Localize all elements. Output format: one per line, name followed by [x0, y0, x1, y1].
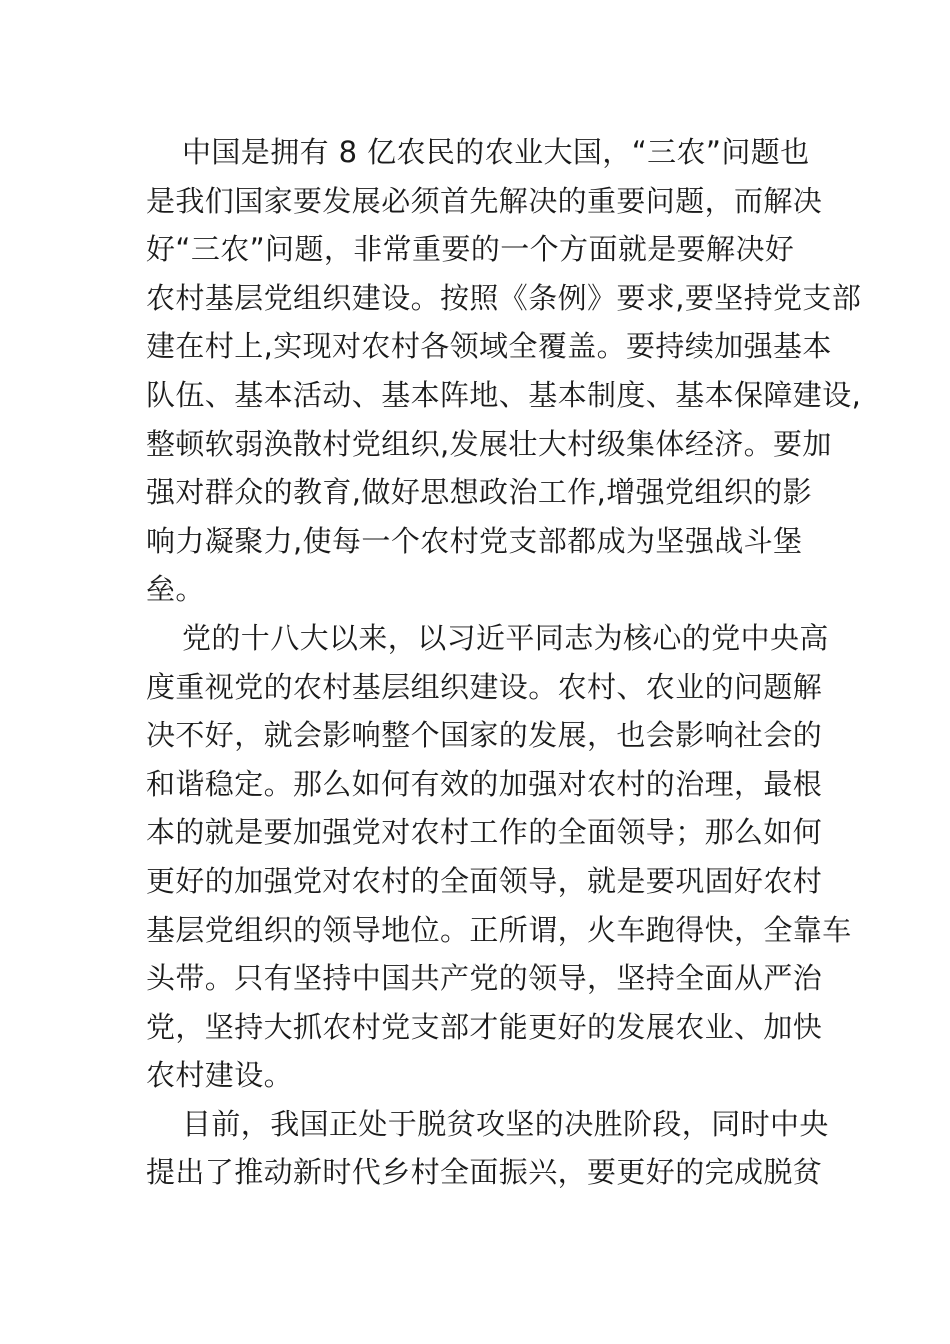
text-line: 农村基层党组织建设。按照《条例》要求,要坚持党支部	[146, 280, 862, 315]
text-line: 垒。	[146, 572, 205, 607]
text-line: 响力凝聚力,使每一个农村党支部都成为坚强战斗堡	[146, 523, 803, 558]
text-line: 整顿软弱涣散村党组织,发展壮大村级集体经济。要加	[146, 426, 832, 461]
text-line: 建在村上,实现对农村各领域全覆盖。要持续加强基本	[146, 329, 832, 364]
text-line: 头带。只有坚持中国共产党的领导，坚持全面从严治	[146, 961, 823, 996]
body-text	[146, 128, 862, 1197]
text-line: 决不好，就会影响整个国家的发展，也会影响社会的	[146, 718, 823, 753]
text-line: 基层党组织的领导地位。正所谓，火车跑得快，全靠车	[146, 912, 852, 947]
text-line: 党，坚持大抓农村党支部才能更好的发展农业、加快	[146, 1009, 823, 1044]
text-line-para2-start: 党的十八大以来，以习近平同志为核心的党中央高	[182, 620, 829, 655]
text-line: 和谐稳定。那么如何有效的加强对农村的治理，最根	[146, 766, 823, 801]
text-line-para1-start: 中国是拥有 8 亿农民的农业大国，“三农”问题也	[182, 135, 810, 169]
text-line-para3-start: 目前，我国正处于脱贫攻坚的决胜阶段，同时中央	[182, 1106, 829, 1141]
text-line: 好“三农”问题，非常重要的一个方面就是要解决好	[146, 232, 795, 267]
text-line: 农村建设。	[146, 1058, 294, 1093]
text-line: 队伍、基本活动、基本阵地、基本制度、基本保障建设,	[146, 377, 862, 412]
text-line: 提出了推动新时代乡村全面振兴，要更好的完成脱贫	[146, 1155, 823, 1190]
text-line: 是我们国家要发展必须首先解决的重要问题，而解决	[146, 183, 823, 218]
text-line: 度重视党的农村基层组织建设。农村、农业的问题解	[146, 669, 823, 704]
text-line: 强对群众的教育,做好思想政治工作,增强党组织的影	[146, 475, 813, 510]
text-line: 本的就是要加强党对农村工作的全面领导；那么如何	[146, 815, 823, 850]
text-line: 更好的加强党对农村的全面领导，就是要巩固好农村	[146, 863, 823, 898]
